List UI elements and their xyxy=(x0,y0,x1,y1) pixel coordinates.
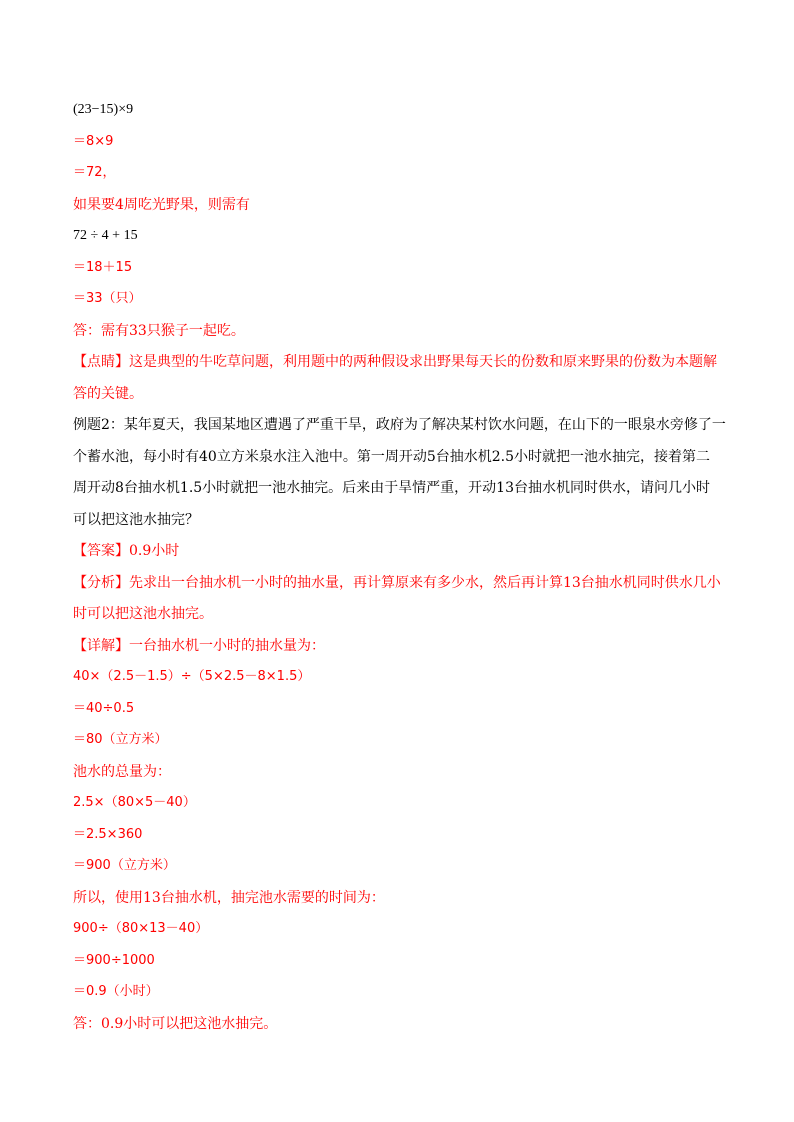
calc-step: ＝33（只） xyxy=(73,291,142,306)
paragraph-row: 时可以把这池水抽完。 xyxy=(73,606,213,622)
text-line: 如果要4周吃光野果，则需有 xyxy=(73,196,250,213)
calc-step: ＝2.5×360 xyxy=(73,826,143,842)
calc-step: ＝0.9（小时） xyxy=(73,984,159,999)
calc-step: ＝40÷0.5 xyxy=(73,700,135,716)
paragraph-row: 【点睛】这是典型的牛吃草问题，利用题中的两种假设求出野果每天长的份数和原来野果的份数为本题解 xyxy=(73,354,717,370)
calc-step: ＝900÷1000 xyxy=(73,952,155,968)
paragraph-row: 答的关键。 xyxy=(73,385,143,402)
text-line: 所以，使用13台抽水机，抽完池水需要的时间为： xyxy=(73,889,385,906)
document-page xyxy=(73,100,726,1045)
paragraph-row: 个蓄水池，每小时有40立方米泉水注入池中。第一周开动5台抽水机2.5小时就把一池水抽完，接着第二 xyxy=(73,448,710,465)
answer-heading: 【答案】0.9小时 xyxy=(73,543,180,559)
paragraph-row: 【分析】先求出一台抽水机一小时的抽水量，再计算原来有多少水，然后再计算13台抽水机同时供水几小 xyxy=(73,574,721,591)
calc-step: 2.5×（80×5－40） xyxy=(73,795,196,810)
example-problem-paragraph xyxy=(73,415,726,530)
dianjing-paragraph xyxy=(73,352,723,404)
answer-line: 答：需有33只猴子一起吃。 xyxy=(73,322,245,339)
calc-step: ＝900（立方米） xyxy=(73,858,176,873)
paragraph-row: 可以把这池水抽完？ xyxy=(73,511,199,528)
answer-line: 答：0.9小时可以把这池水抽完。 xyxy=(73,1015,278,1032)
calc-step: ＝8×9 xyxy=(73,133,114,149)
calc-step: 40×（2.5－1.5）÷（5×2.5－8×1.5） xyxy=(73,669,311,684)
expression-line: 72 ÷ 4 + 15 xyxy=(73,228,138,243)
expression-line: (23−15)×9 xyxy=(73,102,134,117)
calc-step: ＝72， xyxy=(73,165,116,180)
text-line: 池水的总量为： xyxy=(73,763,171,780)
calc-step: ＝18＋15 xyxy=(73,259,133,275)
analysis-paragraph xyxy=(73,573,723,625)
calc-step: 900÷（80×13－40） xyxy=(73,921,209,936)
calc-step: ＝80（立方米） xyxy=(73,732,168,747)
paragraph-row: 例题2：某年夏天，我国某地区遭遇了严重干旱，政府为了解决某村饮水问题，在山下的一眼泉水旁修了一 xyxy=(73,417,726,433)
paragraph-row: 周开动8台抽水机1.5小时就把一池水抽完。后来由于旱情严重，开动13台抽水机同时供水，请问几小时 xyxy=(73,480,710,496)
detail-heading: 【详解】一台抽水机一小时的抽水量为： xyxy=(73,637,325,654)
